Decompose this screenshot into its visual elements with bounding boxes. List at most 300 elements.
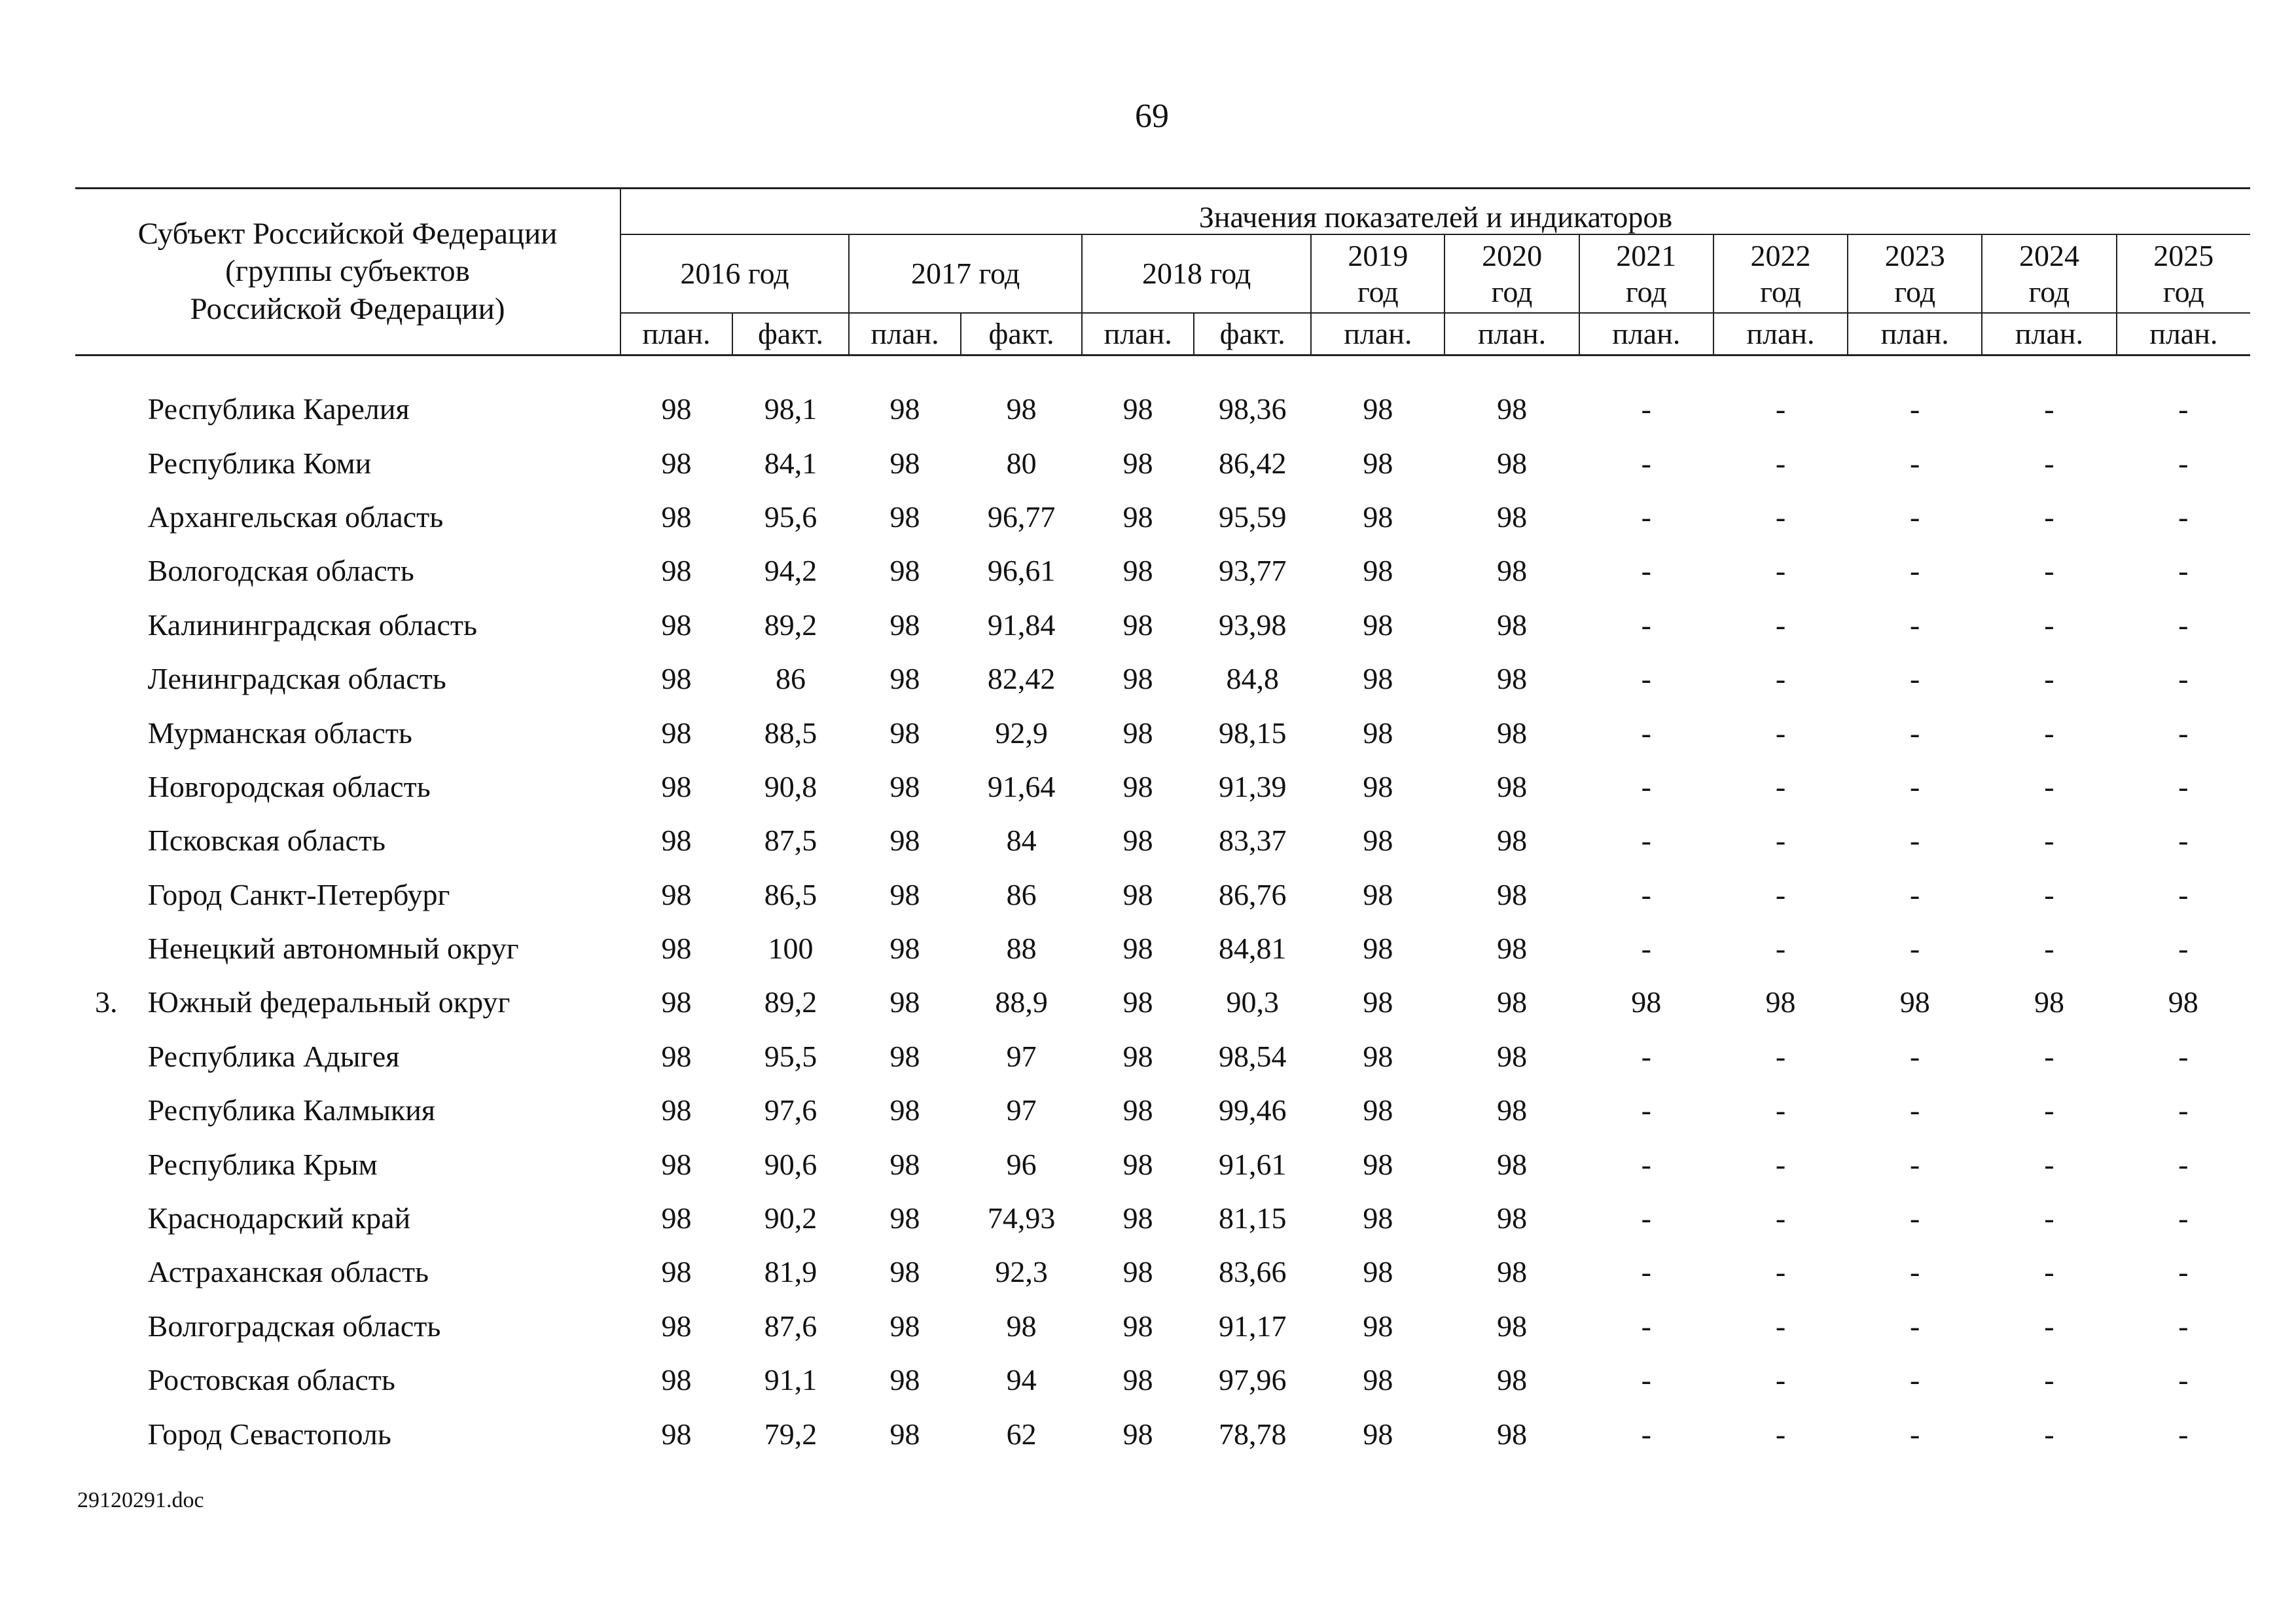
value-cell: - [1910,662,1920,696]
value-cell: 62 [1006,1417,1037,1451]
value-cell: 90,3 [1226,985,1279,1019]
value-cell: - [1910,446,1920,480]
value-cell: - [2044,1093,2054,1127]
value-cell: 98 [889,877,920,911]
value-cell: 98 [1363,716,1393,750]
value-cell: - [2044,662,2054,696]
value-cell: - [2044,1255,2054,1289]
row-number [75,1300,148,1353]
value-cell: 98 [661,446,692,480]
value-cell: - [1910,877,1920,911]
value-cell: - [1641,824,1651,858]
value-cell: - [1775,1147,1786,1181]
value-cell: - [1641,1093,1651,1127]
row-number [75,1030,148,1084]
value-cell: 98 [661,985,692,1019]
value-cell: 98 [1122,716,1153,750]
value-cell: - [1910,1201,1920,1235]
value-cell: 98 [1363,554,1393,588]
value-cell: - [1910,500,1920,534]
table-row [75,868,2250,922]
value-cell: 84,1 [764,446,817,480]
row-number [75,544,148,598]
value-cell: 98 [661,1255,692,1289]
value-cell: 78,78 [1218,1417,1287,1451]
value-cell: 98 [889,1309,920,1343]
value-cell: 82,42 [987,662,1056,696]
row-number [75,922,148,976]
value-cell: - [1641,392,1651,426]
value-cell: 98 [1363,1255,1393,1289]
value-cell: - [2178,1363,2189,1397]
table-row [75,760,2250,814]
value-cell: - [1641,932,1651,966]
value-cell: 98 [889,1363,920,1397]
year-group-header: 2018 год [1082,234,1311,313]
year-suffix: год [2028,275,2070,308]
value-cell: 98 [661,608,692,642]
value-cell: 98 [1363,1201,1393,1235]
value-cell: 98 [889,500,920,534]
row-number [75,436,148,490]
value-cell: 88 [1006,932,1037,966]
value-cell: 89,2 [764,985,817,1019]
value-cell: - [1910,554,1920,588]
value-cell: 98 [889,446,920,480]
value-cell: 98 [1122,824,1153,858]
value-cell: 98 [889,608,920,642]
value-cell: - [1910,392,1920,426]
plan-fact-header: план. [1713,313,1848,356]
subject-name: Южный федеральный округ [147,985,511,1019]
value-cell: 98 [1122,446,1153,480]
single-year-header [1848,234,1982,313]
table-row [75,706,2250,759]
value-cell: 86 [1006,877,1037,911]
value-cell: 96,77 [987,500,1056,534]
value-cell: 98 [889,1147,920,1181]
value-cell: - [1910,769,1920,803]
value-cell: - [1910,1417,1920,1451]
plan-fact-header: план. [1444,313,1579,356]
plan-fact-header: план. [1082,313,1194,356]
value-cell: 98 [1497,662,1528,696]
table-row [75,814,2250,867]
value-cell: - [2044,500,2054,534]
value-cell: - [1910,1093,1920,1127]
subject-name: Республика Коми [147,446,372,480]
value-cell: - [2044,392,2054,426]
value-cell: 98 [1363,932,1393,966]
value-cell: 98 [1363,877,1393,911]
value-cell: - [1641,608,1651,642]
value-cell: - [1910,824,1920,858]
value-cell: - [2178,554,2189,588]
value-cell: 98 [1122,1039,1153,1073]
value-cell: - [1775,932,1786,966]
value-cell: 98 [1363,769,1393,803]
value-cell: 98 [661,1309,692,1343]
value-cell: - [2178,1039,2189,1073]
value-cell: 98 [1363,1147,1393,1181]
value-cell: 86,5 [764,877,817,911]
row-number [75,1137,148,1191]
value-cell: 98 [1497,985,1528,1019]
spacer-cell [75,356,2250,383]
value-cell: 97,96 [1218,1363,1287,1397]
value-cell: 98 [1497,1309,1528,1343]
value-cell: 100 [768,932,814,966]
table-row [75,436,2250,490]
value-cell: 93,77 [1218,554,1287,588]
row-number [75,1245,148,1299]
value-cell: 98 [1497,1039,1528,1073]
value-cell: - [2178,1147,2189,1181]
row-number [75,1084,148,1137]
value-cell: - [1641,1255,1651,1289]
value-cell: 98 [661,662,692,696]
value-cell: 98 [661,932,692,966]
value-cell: 84,8 [1226,662,1279,696]
value-cell: 86,76 [1218,877,1287,911]
value-cell: - [1641,662,1651,696]
value-cell: - [1775,1309,1786,1343]
value-cell: - [2044,554,2054,588]
value-cell: - [1775,1201,1786,1235]
value-cell: 91,17 [1218,1309,1287,1343]
value-cell: 98 [1497,608,1528,642]
value-cell: 83,66 [1218,1255,1287,1289]
value-cell: - [1641,1147,1651,1181]
single-year-header [1713,234,1848,313]
table-row [75,922,2250,976]
value-cell: - [2178,446,2189,480]
value-cell: - [2178,1255,2189,1289]
value-cell: 98 [1363,608,1393,642]
value-cell: 98 [1497,1201,1528,1235]
value-cell: 98 [1497,1363,1528,1397]
value-cell: 97 [1006,1039,1037,1073]
table-row [75,1192,2250,1245]
value-cell: 98 [1122,500,1153,534]
value-cell: 92,9 [995,716,1048,750]
value-cell: 98 [889,824,920,858]
value-cell: 98 [1363,662,1393,696]
value-cell: 98 [1363,392,1393,426]
value-cell: - [2178,392,2189,426]
value-cell: - [2178,1093,2189,1127]
single-year-header [1579,234,1713,313]
value-cell: 98 [1122,608,1153,642]
value-cell: - [2178,1201,2189,1235]
value-cell: 98 [1363,824,1393,858]
value-cell: 84,81 [1218,932,1287,966]
value-cell: 98 [661,824,692,858]
value-cell: 90,6 [764,1147,817,1181]
value-cell: - [1641,877,1651,911]
subject-header-line: Субъект Российской Федерации [137,217,558,251]
value-cell: 98,1 [764,392,817,426]
single-year-header [2117,234,2250,313]
value-cell: - [1641,1363,1651,1397]
value-cell: - [1775,608,1786,642]
table-header [75,189,2250,356]
value-cell: - [2178,877,2189,911]
row-number [75,868,148,922]
value-cell: 86 [776,662,806,696]
value-cell: 98 [1497,1093,1528,1127]
value-cell: 98 [1363,1363,1393,1397]
value-cell: 90,8 [764,769,817,803]
value-cell: 98 [1497,1417,1528,1451]
value-cell: - [2178,769,2189,803]
value-cell: - [1641,1039,1651,1073]
row-number [75,706,148,759]
value-cell: 87,6 [764,1309,817,1343]
plan-fact-header: план. [1579,313,1713,356]
value-cell: 87,5 [764,824,817,858]
value-cell: 98 [1497,500,1528,534]
subject-name: Калининградская область [147,608,477,642]
value-cell: 96 [1006,1147,1037,1181]
value-cell: 98 [1497,1255,1528,1289]
row-number [75,760,148,814]
value-cell: - [2044,1417,2054,1451]
plan-fact-header: план. [2117,313,2250,356]
year-value: 2022 [1750,238,1811,272]
value-cell: 98 [2168,985,2198,1019]
subject-name: Новгородская область [147,769,431,803]
value-cell: 79,2 [764,1417,817,1451]
value-cell: 98 [889,1417,920,1451]
value-cell: - [1775,1039,1786,1073]
value-cell: 98 [889,392,920,426]
value-cell: 97 [1006,1093,1037,1127]
single-year-header [1444,234,1579,313]
value-cell: 98 [889,1039,920,1073]
value-cell: - [1910,932,1920,966]
table-row [75,1245,2250,1299]
value-cell: 98 [889,716,920,750]
value-cell: - [1641,1417,1651,1451]
value-cell: 89,2 [764,608,817,642]
single-year-header [1311,234,1444,313]
value-cell: 98 [1497,1147,1528,1181]
value-cell: 98 [1122,1093,1153,1127]
value-cell: 98 [1497,877,1528,911]
year-value: 2024 [2018,238,2079,272]
value-cell: 98 [1122,662,1153,696]
value-cell: - [2044,932,2054,966]
value-cell: - [1775,554,1786,588]
value-cell: 98 [1497,824,1528,858]
table-row [75,544,2250,598]
value-cell: 98 [1122,1309,1153,1343]
value-cell: 98 [1363,500,1393,534]
value-cell: 98 [1765,985,1796,1019]
value-cell: 98 [1497,446,1528,480]
value-cell: - [2044,608,2054,642]
value-cell: 98 [661,554,692,588]
value-cell: 88,5 [764,716,817,750]
value-cell: - [1775,769,1786,803]
value-cell: 98 [661,1093,692,1127]
value-cell: - [1775,1255,1786,1289]
row-number [75,652,148,706]
subject-name: Ненецкий автономный округ [147,932,519,966]
value-cell: - [2178,1309,2189,1343]
value-cell: 95,59 [1218,500,1287,534]
plan-fact-header: факт. [1194,313,1311,356]
value-cell: 98 [661,1147,692,1181]
row-number [75,598,148,652]
spacer-row [75,356,2250,383]
value-cell: - [2044,769,2054,803]
value-cell: 98 [1363,1039,1393,1073]
row-number [75,490,148,544]
value-cell: 98,54 [1218,1039,1287,1073]
subject-name: Ленинградская область [147,662,446,696]
plan-fact-header: план. [620,313,732,356]
value-cell: - [2044,446,2054,480]
value-cell: 98 [1122,554,1153,588]
row-number [75,1353,148,1407]
value-cell: - [2178,500,2189,534]
value-cell: 98 [1122,985,1153,1019]
row-number: 3. [95,985,118,1019]
value-cell: 94,2 [764,554,817,588]
value-cell: - [1775,500,1786,534]
value-cell: - [2044,1201,2054,1235]
row-number [75,1192,148,1245]
value-cell: 98 [1497,932,1528,966]
year-suffix: год [1357,275,1399,308]
table-row [75,1407,2250,1461]
value-cell: 99,46 [1218,1093,1287,1127]
subject-name: Мурманская область [147,716,412,750]
table-row [75,1084,2250,1137]
value-cell: - [2178,932,2189,966]
value-cell: 86,42 [1218,446,1287,480]
value-cell: 98 [1122,1255,1153,1289]
value-cell: - [1910,1363,1920,1397]
value-cell: - [2044,1363,2054,1397]
value-cell: 92,3 [995,1255,1048,1289]
plan-fact-header: план. [1848,313,1982,356]
year-value: 2025 [2153,238,2214,272]
value-cell: 98 [2034,985,2064,1019]
indicators-table [75,187,2250,1461]
plan-fact-header: план. [849,313,961,356]
value-cell: - [1775,824,1786,858]
value-cell: - [2044,1147,2054,1181]
value-cell: 95,6 [764,500,817,534]
value-cell: 98 [889,1201,920,1235]
value-cell: 98 [1122,877,1153,911]
value-cell: 98 [1899,985,1930,1019]
subject-name: Республика Адыгея [147,1039,400,1073]
indicators-header: Значения показателей и индикаторов [620,189,2250,235]
value-cell: - [1910,1039,1920,1073]
value-cell: 83,37 [1218,824,1287,858]
year-group-header: 2017 год [849,234,1082,313]
value-cell: - [2178,662,2189,696]
value-cell: 98 [1122,769,1153,803]
plan-fact-header: план. [1982,313,2116,356]
value-cell: - [1775,662,1786,696]
year-group-header: 2016 год [620,234,849,313]
subject-name: Республика Крым [147,1147,378,1181]
value-cell: 98 [1122,1363,1153,1397]
row-number [75,814,148,867]
year-suffix: год [1625,275,1667,308]
value-cell: 98 [1006,392,1037,426]
table-row [75,598,2250,652]
year-suffix: год [2162,275,2204,308]
value-cell: 98 [1122,1147,1153,1181]
value-cell: 98 [1497,554,1528,588]
footer-doc-name: 29120291.doc [77,1488,204,1512]
value-cell: - [1641,554,1651,588]
subject-header-line: Российской Федерации) [190,291,505,326]
value-cell: 98 [889,662,920,696]
value-cell: 98 [661,877,692,911]
value-cell: 91,84 [987,608,1056,642]
subject-header-line: (группы субъектов [225,254,470,289]
value-cell: 98 [1363,985,1393,1019]
value-cell: - [1775,446,1786,480]
table-row [75,1353,2250,1407]
value-cell: 98,36 [1218,392,1287,426]
table-row [75,490,2250,544]
value-cell: 91,61 [1218,1147,1287,1181]
table-row [75,1030,2250,1084]
value-cell: 98 [661,769,692,803]
value-cell: - [1775,1093,1786,1127]
value-cell: - [1641,1201,1651,1235]
value-cell: - [2178,824,2189,858]
value-cell: - [1775,1363,1786,1397]
value-cell: 98 [889,985,920,1019]
table-row [75,382,2250,436]
value-cell: - [1641,1309,1651,1343]
value-cell: 81,15 [1218,1201,1287,1235]
subject-column-header [75,189,620,356]
value-cell: 84 [1006,824,1037,858]
value-cell: - [1775,716,1786,750]
subject-name: Ростовская область [147,1363,395,1397]
subject-name: Вологодская область [147,554,414,588]
value-cell: - [2044,877,2054,911]
single-year-header [1982,234,2116,313]
value-cell: - [1775,877,1786,911]
year-suffix: год [1894,275,1936,308]
value-cell: 81,9 [764,1255,817,1289]
row-number [75,382,148,436]
value-cell: 98 [1497,716,1528,750]
value-cell: 98,15 [1218,716,1287,750]
value-cell: 74,93 [987,1201,1056,1235]
subject-name: Волгоградская область [147,1309,441,1343]
year-value: 2021 [1616,238,1677,272]
value-cell: 98 [889,769,920,803]
plan-fact-header: план. [1311,313,1444,356]
year-value: 2023 [1884,238,1945,272]
subject-name: Республика Калмыкия [147,1093,436,1127]
table-row [75,1137,2250,1191]
subject-name: Псковская область [147,824,386,858]
year-suffix: год [1760,275,1801,308]
